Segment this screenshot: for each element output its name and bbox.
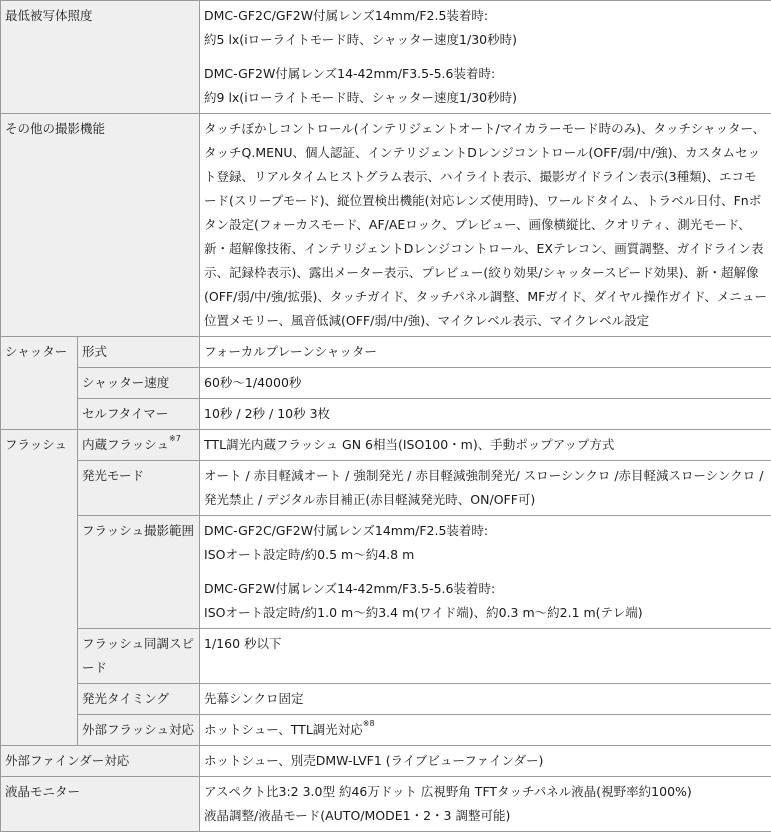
row-flash-sync bbox=[1, 629, 771, 684]
flash-builtin-text: 内蔵フラッシュ bbox=[82, 437, 169, 452]
flash-range-line-4: ISOオート設定時/約1.0 m～約3.4 m(ワイド端)、約0.3 m～約2.1 m(テレ端) bbox=[204, 601, 767, 625]
row-shutter-type bbox=[1, 337, 771, 368]
label-lcd-monitor: 液晶モニター bbox=[1, 777, 200, 832]
row-min-illumination bbox=[1, 1, 771, 114]
value-other-functions: タッチぼかしコントロール(インテリジェントオート/マイカラーモード時のみ)、タッチシャッター、タッチQ.MENU、個人認証、インテリジェントDレンジコントロール(OFF/弱/中/強)、カスタムセット登録、リアルタイムヒストグラム表示、ハイライト表示、撮影ガイドライン表示(3種類)、エコモード(スリープモード)、縦位置検出機能(対応レンズ使用時)、ワールドタイム、トラベル日付、Fnボタン設定(フォーカスモード、AF/AEロック、プレビュー、画像横縦比、クオリティ、測光モード、新・超解像技術、インテリジェントDレンジコントロール、EXテレコン、画質調整、ガイドライン表示、記録枠表示)、露出メーター表示、プレビュー(絞り効果/シャッタースピード効果)、新・超解像(OFF/弱/中/強/拡張)、タッチガイド、タッチパネル調整、MFガイド、ダイヤル操作ガイド、メニュー位置メモリー、風音低減(OFF/弱/中/強)、マイクレベル表示、マイクレベル設定 bbox=[200, 114, 771, 337]
row-flash-range bbox=[1, 516, 771, 629]
value-external-finder: ホットシュー、別売DMW-LVF1 (ライブビューファインダー) bbox=[200, 746, 771, 777]
label-external-finder: 外部ファインダー対応 bbox=[1, 746, 200, 777]
value-min-illumination bbox=[200, 1, 771, 114]
label-shutter: シャッター bbox=[1, 337, 78, 430]
label-flash-timing: 発光タイミング bbox=[78, 684, 200, 715]
value-flash-builtin: TTL調光内蔵フラッシュ GN 6相当(ISO100・m)、手動ポップアップ方式 bbox=[200, 430, 771, 461]
value-flash-mode: オート / 赤目軽減オート / 強制発光 / 赤目軽減強制発光/ スローシンクロ /赤目軽減スローシンクロ / 発光禁止 / デジタル赤目補正(赤目軽減発光時、ON/OFF可) bbox=[200, 461, 771, 516]
min-illum-line-3: DMC-GF2W付属レンズ14-42mm/F3.5-5.6装着時: bbox=[204, 62, 767, 86]
row-lcd-monitor bbox=[1, 777, 771, 832]
lcd-line-2: 液晶調整/液晶モード(AUTO/MODE1・2・3 調整可能) bbox=[204, 804, 767, 828]
flash-range-line-1: DMC-GF2C/GF2W付属レンズ14mm/F2.5装着時: bbox=[204, 519, 767, 543]
label-self-timer: セルフタイマー bbox=[78, 399, 200, 430]
label-flash-mode: 発光モード bbox=[78, 461, 200, 516]
min-illum-line-2: 約5 lx(iローライトモード時、シャッター速度1/30秒時) bbox=[204, 28, 767, 52]
row-flash-builtin bbox=[1, 430, 771, 461]
label-other-functions: その他の撮影機能 bbox=[1, 114, 200, 337]
flash-range-line-2: ISOオート設定時/約0.5 m～約4.8 m bbox=[204, 543, 767, 567]
label-shutter-speed: シャッター速度 bbox=[78, 368, 200, 399]
flash-range-line-3: DMC-GF2W付属レンズ14-42mm/F3.5-5.6装着時: bbox=[204, 577, 767, 601]
value-flash-external bbox=[200, 715, 771, 746]
flash-external-note: ※8 bbox=[363, 719, 375, 728]
label-flash-sync: フラッシュ同調スピード bbox=[78, 629, 200, 684]
flash-external-text: ホットシュー、TTL調光対応 bbox=[204, 722, 363, 737]
min-illum-line-4: 約9 lx(iローライトモード時、シャッター速度1/30秒時) bbox=[204, 86, 767, 110]
row-flash-mode bbox=[1, 461, 771, 516]
label-flash: フラッシュ bbox=[1, 430, 78, 746]
label-min-illumination: 最低被写体照度 bbox=[1, 1, 200, 114]
row-flash-external bbox=[1, 715, 771, 746]
lcd-line-1: アスペクト比3:2 3.0型 約46万ドット 広視野角 TFTタッチパネル液晶(視野率約100%) bbox=[204, 780, 767, 804]
min-illum-line-1: DMC-GF2C/GF2W付属レンズ14mm/F2.5装着時: bbox=[204, 4, 767, 28]
row-shutter-speed bbox=[1, 368, 771, 399]
value-self-timer: 10秒 / 2秒 / 10秒 3枚 bbox=[200, 399, 771, 430]
row-flash-timing bbox=[1, 684, 771, 715]
row-self-timer bbox=[1, 399, 771, 430]
label-shutter-type: 形式 bbox=[78, 337, 200, 368]
label-flash-range: フラッシュ撮影範囲 bbox=[78, 516, 200, 629]
row-other-functions bbox=[1, 114, 771, 337]
value-flash-sync: 1/160 秒以下 bbox=[200, 629, 771, 684]
flash-builtin-note: ※7 bbox=[169, 434, 181, 443]
label-flash-builtin bbox=[78, 430, 200, 461]
value-shutter-speed: 60秒～1/4000秒 bbox=[200, 368, 771, 399]
label-flash-external: 外部フラッシュ対応 bbox=[78, 715, 200, 746]
value-flash-timing: 先幕シンクロ固定 bbox=[200, 684, 771, 715]
row-external-finder bbox=[1, 746, 771, 777]
value-flash-range bbox=[200, 516, 771, 629]
value-shutter-type: フォーカルプレーンシャッター bbox=[200, 337, 771, 368]
value-lcd-monitor bbox=[200, 777, 771, 832]
